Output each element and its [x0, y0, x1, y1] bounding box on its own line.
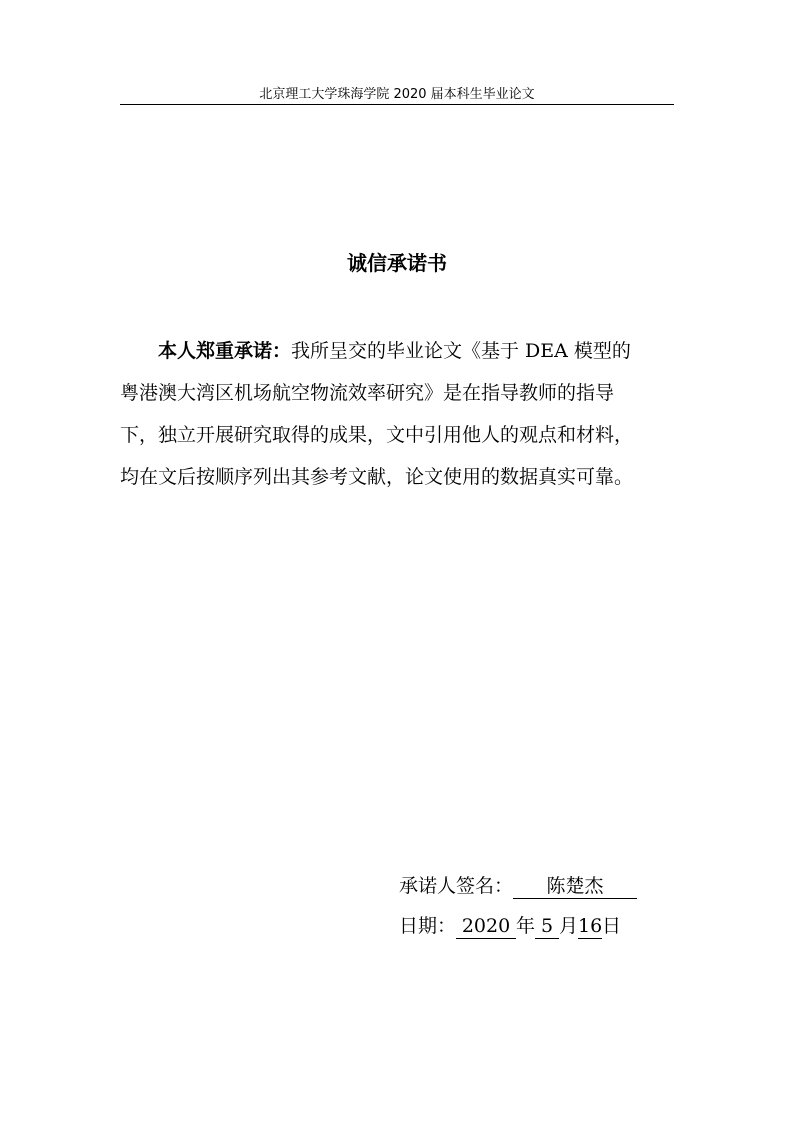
signature-row [399, 872, 637, 900]
statement-line-3: 下，独立开展研究取得的成果，文中引用他人的观点和材料， [120, 424, 634, 446]
running-header: 北京理工大学珠海学院 2020 届本科生毕业论文 [259, 87, 535, 102]
statement-line-1 [120, 330, 666, 372]
signature-label: 承诺人签名： [399, 875, 514, 897]
date-row [399, 912, 621, 940]
date-month-unit: 月 [559, 915, 579, 937]
date-day-unit: 日 [602, 915, 622, 937]
header-rule [120, 104, 674, 105]
statement-line-4: 均在文后按顺序列出其参考文献，论文使用的数据真实可靠。 [120, 466, 634, 488]
date-label: 日期： [399, 915, 457, 937]
date-day-field: 16 [578, 915, 603, 937]
date-year-unit: 年 [516, 915, 536, 937]
statement-line-2: 粤港澳大湾区机场航空物流效率研究》是在指导教师的指导 [120, 382, 615, 404]
date-month-field: 5 [535, 914, 559, 939]
statement-lead: 本人郑重承诺： [158, 340, 292, 362]
signature-name-field: 陈楚杰 [513, 874, 637, 899]
integrity-statement [120, 330, 666, 498]
document-title: 诚信承诺书 [347, 251, 447, 275]
statement-line-1-text: 我所呈交的毕业论文《基于 DEA 模型的 [291, 340, 631, 362]
date-year-field: 2020 [456, 914, 516, 939]
